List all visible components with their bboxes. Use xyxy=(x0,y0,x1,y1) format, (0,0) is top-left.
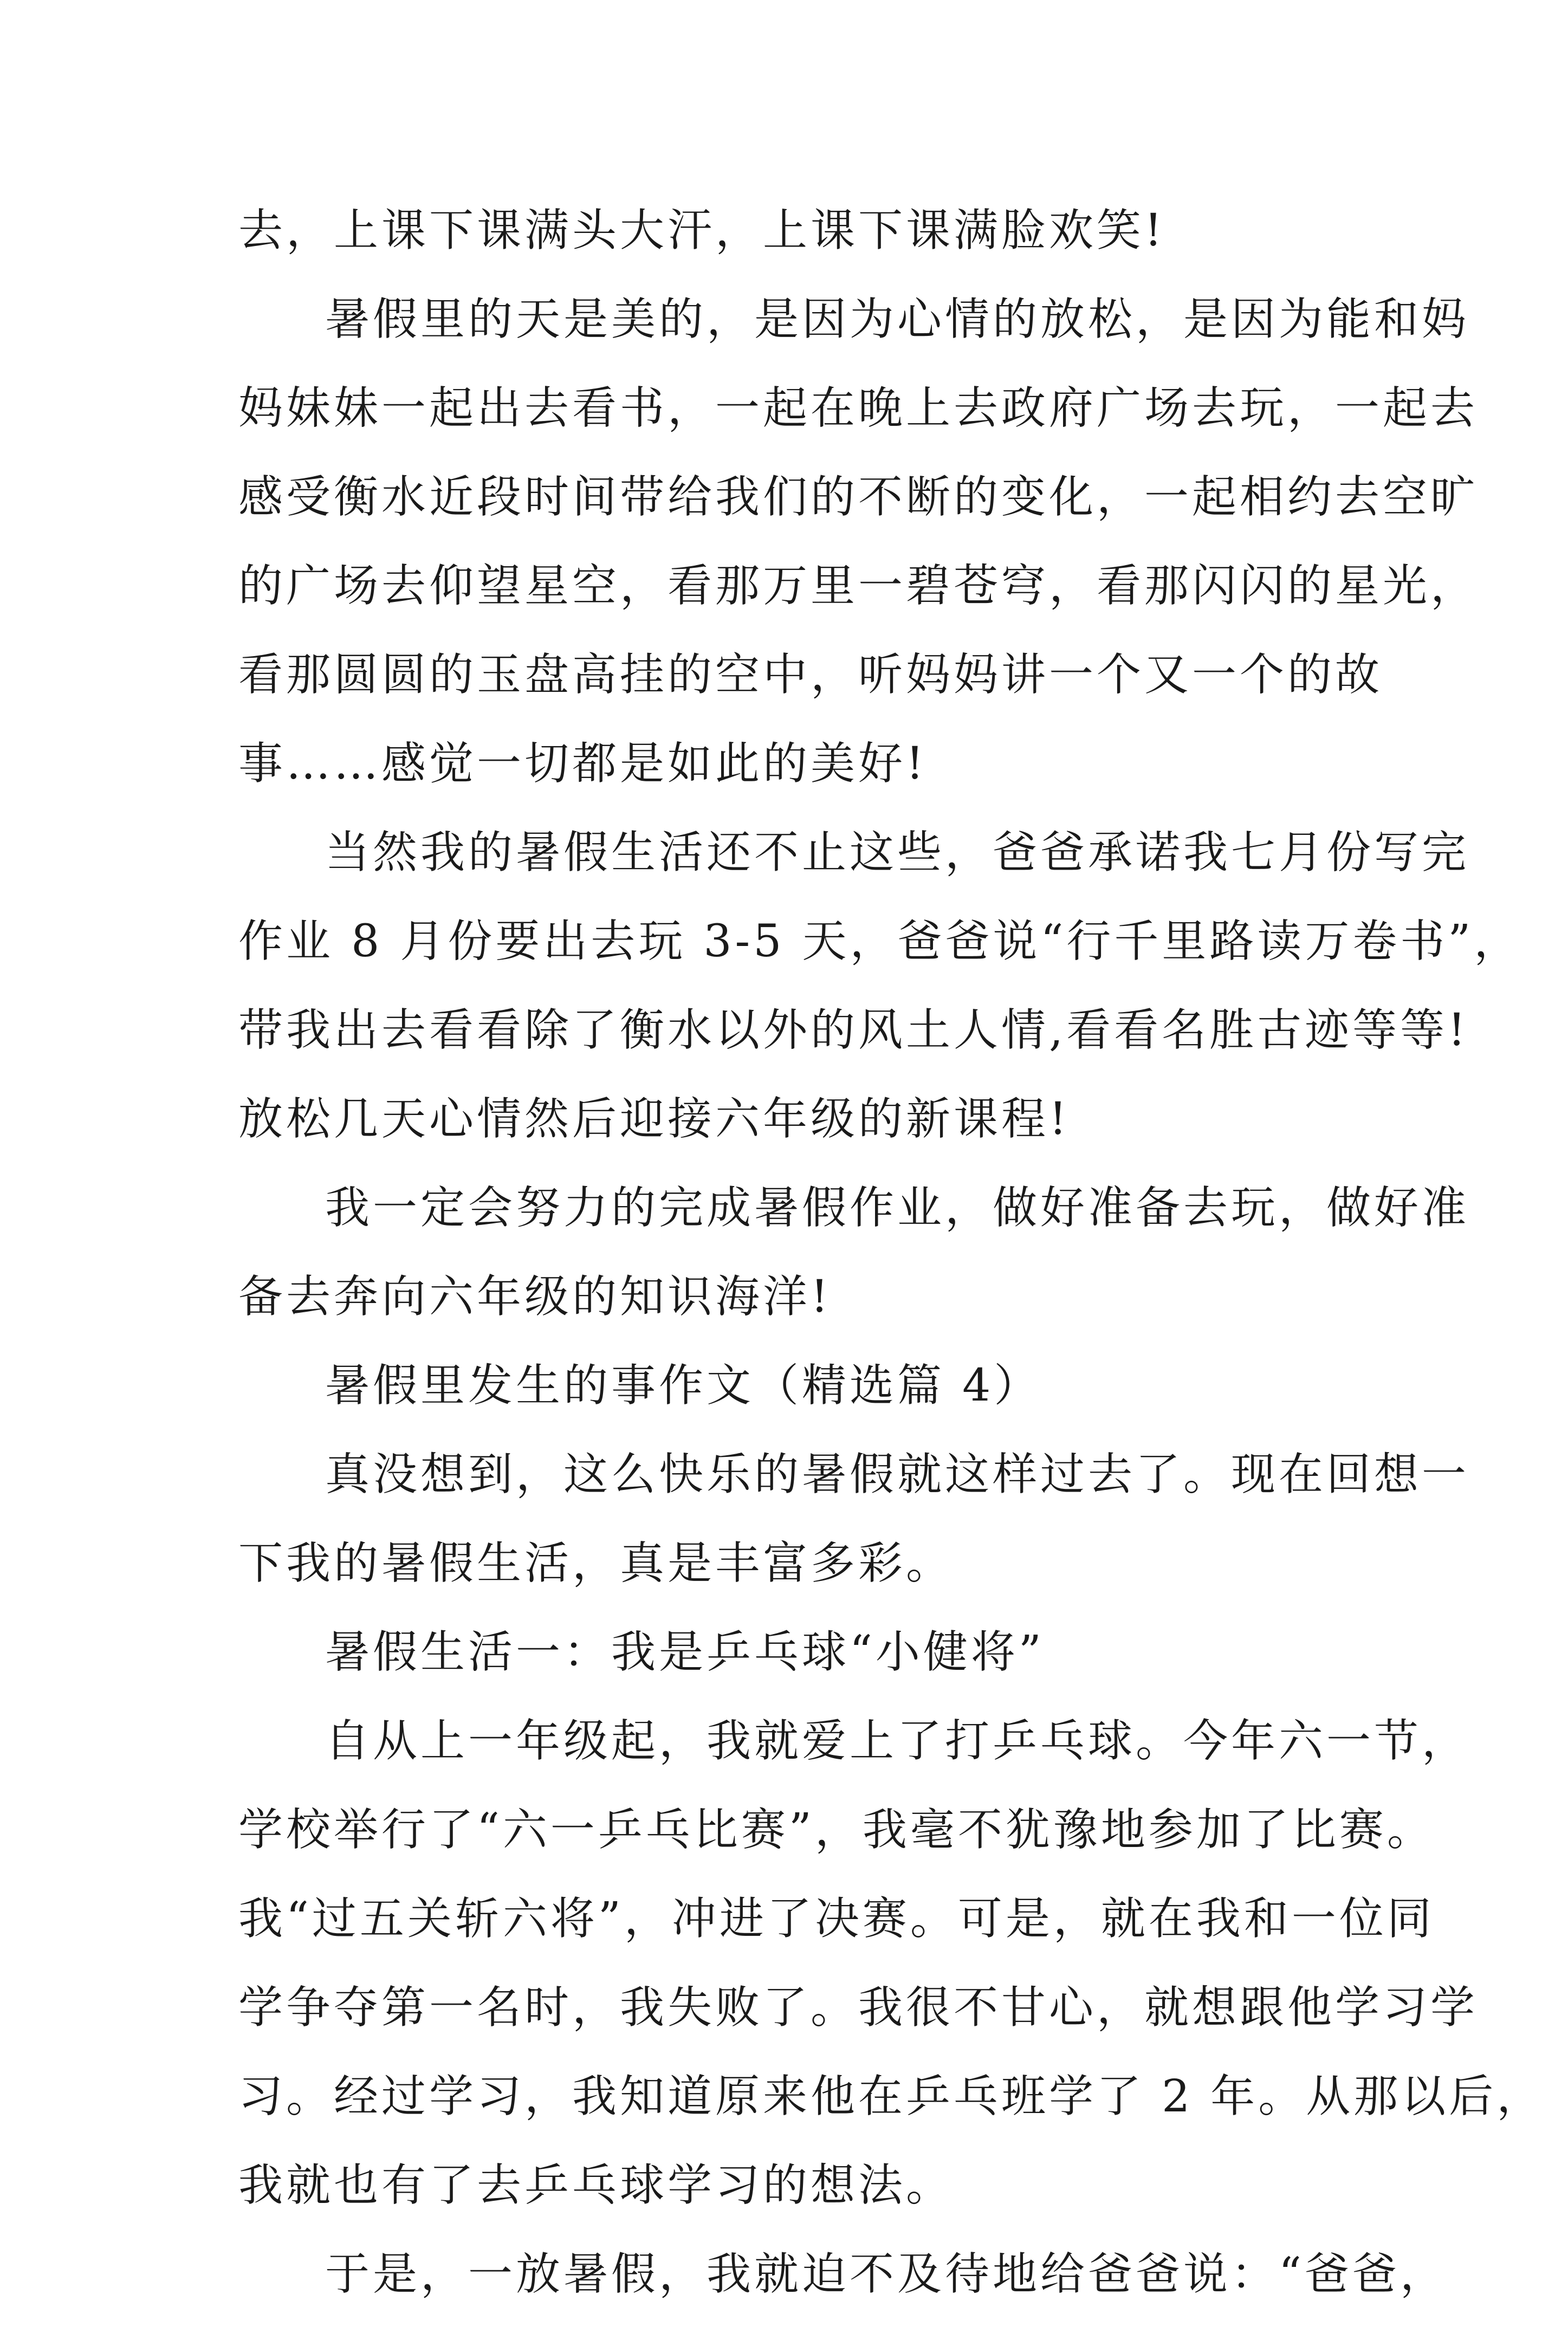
text-line-19: 学校举行了“六一乒乓比赛”，我毫不犹豫地参加了比赛。 xyxy=(238,1804,1435,1856)
text-line-8: 当然我的暑假生活还不止这些，爸爸承诺我七月份写完 xyxy=(325,827,1470,878)
text-line-18: 自从上一年级起，我就爱上了打乒乓球。今年六一节， xyxy=(325,1715,1470,1767)
text-line-5: 的广场去仰望星空，看那万里一碧苍穹，看那闪闪的星光， xyxy=(238,560,1479,612)
text-line-3: 妈妹妹一起出去看书，一起在晚上去政府广场去玩，一起去 xyxy=(238,383,1479,434)
text-line-11: 放松几天心情然后迎接六年级的新课程! xyxy=(238,1093,1070,1145)
text-line-1: 去，上课下课满头大汗，上课下课满脸欢笑! xyxy=(238,205,1165,256)
text-line-23: 我就也有了去乒乓球学习的想法。 xyxy=(238,2160,954,2211)
text-line-13: 备去奔向六年级的知识海洋! xyxy=(238,1271,832,1323)
text-line-24: 于是，一放暑假，我就迫不及待地给爸爸说：“爸爸， xyxy=(325,2248,1448,2300)
text-line-2: 暑假里的天是美的，是因为心情的放松，是因为能和妈 xyxy=(325,294,1470,345)
document-page xyxy=(238,200,1545,2333)
text-line-7: 事……感觉一切都是如此的美好! xyxy=(238,738,927,789)
text-line-20: 我“过五关斩六将”，冲进了决赛。可是，就在我和一位同 xyxy=(238,1893,1435,1945)
text-line-4: 感受衡水近段时间带给我们的不断的变化，一起相约去空旷 xyxy=(238,471,1479,523)
text-line-12: 我一定会努力的完成暑假作业，做好准备去玩，做好准 xyxy=(325,1182,1470,1234)
text-line-6: 看那圆圆的玉盘高挂的空中，听妈妈讲一个又一个的故 xyxy=(238,649,1383,701)
text-line-9: 作业 8 月份要出去玩 3-5 天，爸爸说“行千里路读万卷书”， xyxy=(238,916,1522,967)
text-line-22: 习。经过学习，我知道原来他在乒乓班学了 2 年。从那以后， xyxy=(238,2071,1545,2122)
text-line-16: 下我的暑假生活，真是丰富多彩。 xyxy=(238,1538,954,1589)
text-line-21: 学争夺第一名时，我失败了。我很不甘心，就想跟他学习学 xyxy=(238,1982,1479,2033)
subsection-heading: 暑假生活一：我是乒乓球“小健将” xyxy=(325,1626,1045,1678)
section-heading: 暑假里发生的事作文（精选篇 4） xyxy=(325,1360,1042,1411)
text-line-15: 真没想到，这么快乐的暑假就这样过去了。现在回想一 xyxy=(325,1449,1470,1500)
text-line-10: 带我出去看看除了衡水以外的风土人情,看看名胜古迹等等! xyxy=(238,1005,1469,1056)
